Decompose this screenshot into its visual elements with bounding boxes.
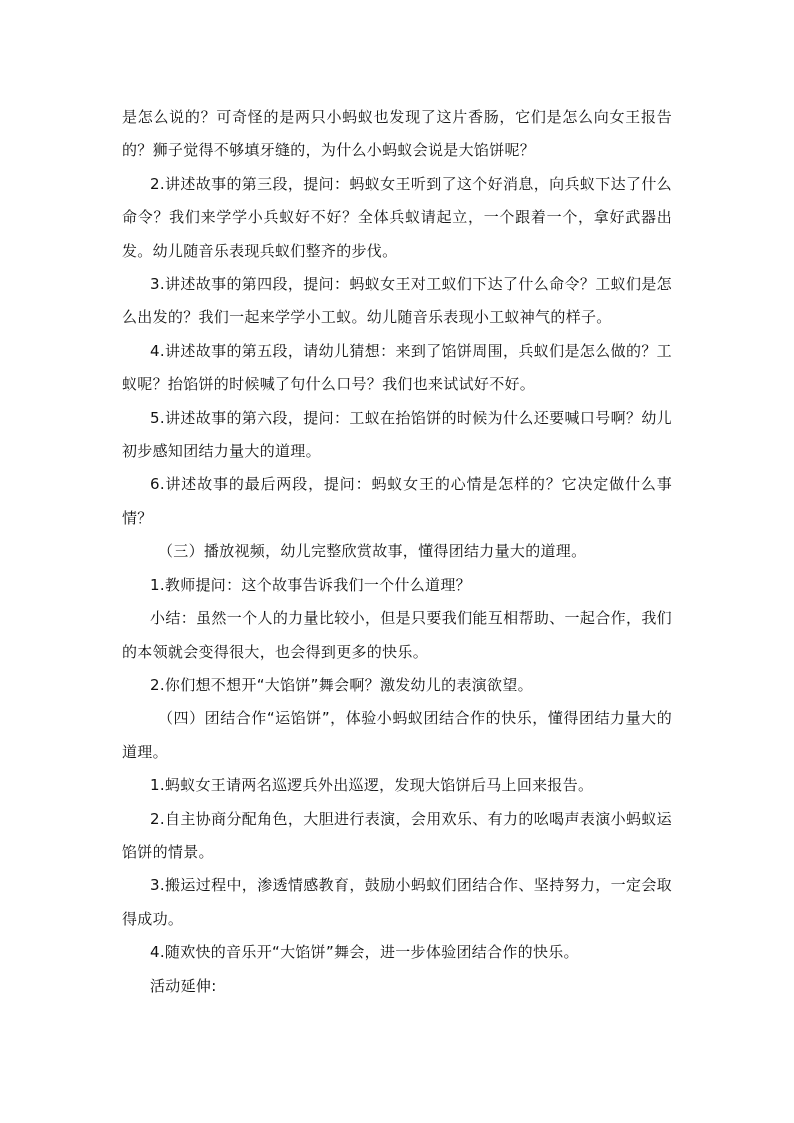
- paragraph-extension-label: 活动延伸:: [150, 976, 217, 995]
- paragraph-step-2: 2.讲述故事的第三段，提问：蚂蚁女王听到了这个好消息，向兵蚁下达了什么命令？我们来学学小兵蚁好不好？全体兵蚁请起立，一个跟着一个，拿好武器出发。幼儿随音乐表现兵蚁们整齐的步伐。: [122, 174, 672, 260]
- paragraph-step-4: 4.讲述故事的第五段，请幼儿猜想：来到了馅饼周围，兵蚁们是怎么做的？工蚁呢？抬馅饼的时候喊了句什么口号？我们也来试试好不好。: [122, 341, 672, 394]
- paragraph-step-6: 6.讲述故事的最后两段，提问：蚂蚁女王的心情是怎样的？它决定做什么事情？: [122, 475, 672, 527]
- paragraph-teacher-question: 1.教师提问：这个故事告诉我们一个什么道理？: [150, 575, 471, 594]
- document-body: [122, 101, 672, 1003]
- paragraph-step-5: 5.讲述故事的第六段，提问：工蚁在抬馅饼的时候为什么还要喊口号啊？幼儿初步感知团结力量大的道理。: [122, 408, 672, 461]
- paragraph-roles: 2.自主协商分配角色，大胆进行表演，会用欢乐、有力的吆喝声表演小蚂蚁运馅饼的情景。: [122, 809, 672, 861]
- paragraph-story-questions: 是怎么说的？可奇怪的是两只小蚂蚁也发现了这片香肠，它们是怎么向女王报告的？狮子觉得不够填牙缝的，为什么小蚂蚁会说是大馅饼呢？: [122, 108, 672, 160]
- section-heading-3: （三）播放视频，幼儿完整欣赏故事，懂得团结力量大的道理。: [158, 542, 587, 561]
- paragraph-dance: 4.随欢快的音乐开“大馅饼”舞会，进一步体验团结合作的快乐。: [150, 943, 579, 962]
- paragraph-patrol: 1.蚂蚁女王请两名巡逻兵外出巡逻，发现大馅饼后马上回来报告。: [150, 776, 594, 795]
- paragraph-carrying: 3.搬运过程中，渗透情感教育，鼓励小蚂蚁们团结合作、坚持努力，一定会取得成功。: [122, 876, 672, 928]
- paragraph-step-3: 3.讲述故事的第四段，提问：蚂蚁女王对工蚁们下达了什么命令？工蚁们是怎么出发的？我们一起来学学小工蚁。幼儿随音乐表现小工蚁神气的样子。: [122, 275, 672, 327]
- paragraph-summary: 小结：虽然一个人的力量比较小，但是只要我们能互相帮助、一起合作，我们的本领就会变得很大，也会得到更多的快乐。: [122, 609, 672, 661]
- paragraph-dance-question: 2.你们想不想开“大馅饼”舞会啊？激发幼儿的表演欲望。: [150, 675, 533, 694]
- section-heading-4: （四）团结合作“运馅饼”，体验小蚂蚁团结合作的快乐，懂得团结力量大的道理。: [122, 709, 672, 761]
